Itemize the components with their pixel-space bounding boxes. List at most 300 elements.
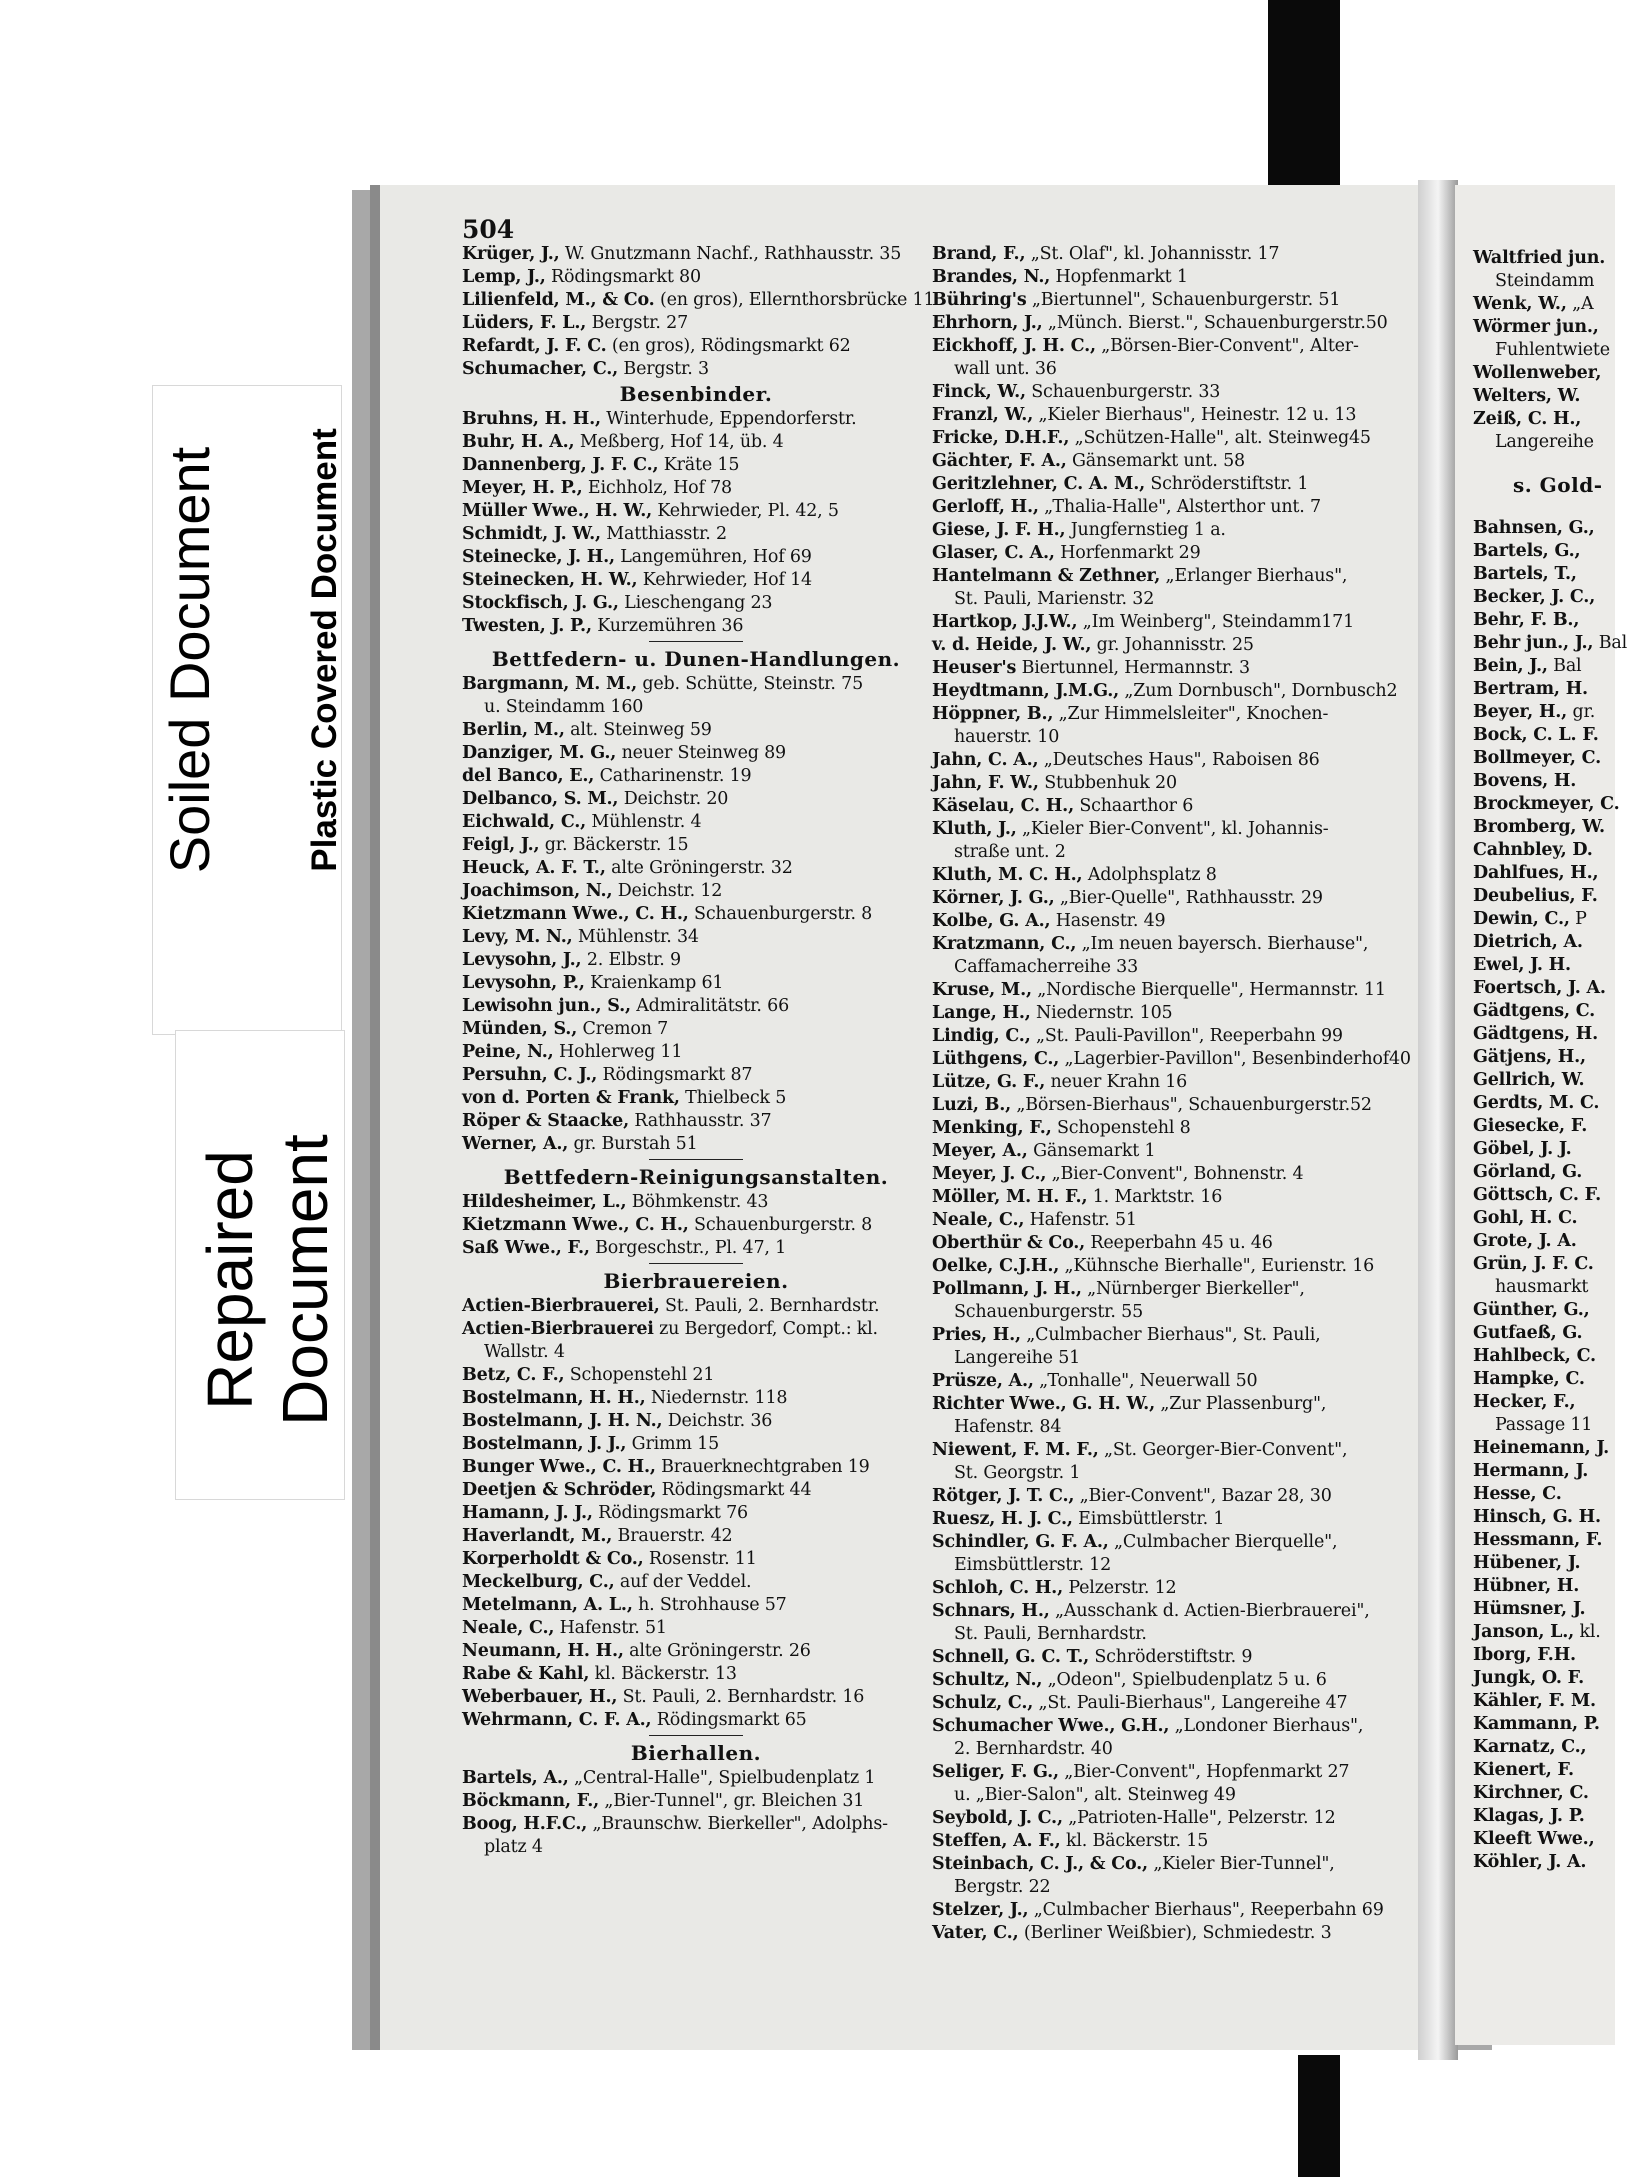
directory-entry <box>932 1761 1410 1784</box>
entry-details: St. Pauli, 2. Bernhardstr. <box>659 1296 880 1316</box>
entry-name: Gerdts, M. C. <box>1473 1093 1600 1113</box>
directory-entry <box>462 1318 930 1341</box>
entry-name: Klagas, J. P. <box>1473 1806 1585 1826</box>
entry-name: Bruhns, H. H., <box>462 409 601 429</box>
directory-entry <box>462 995 930 1018</box>
directory-entry <box>932 1600 1410 1623</box>
directory-entry <box>932 1577 1410 1600</box>
directory-entry <box>1473 1851 1633 1874</box>
directory-entry <box>462 1214 930 1237</box>
directory-entry <box>462 477 930 500</box>
entry-continuation: Langereihe 51 <box>954 1348 1081 1368</box>
entry-name: Meckelburg, C., <box>462 1572 615 1592</box>
entry-name: Bromberg, W. <box>1473 817 1605 837</box>
entry-continuation: u. Steindamm 160 <box>484 697 644 717</box>
directory-entry <box>932 542 1410 565</box>
directory-entry <box>932 1531 1410 1554</box>
directory-entry <box>1473 724 1633 747</box>
entry-name: Gächter, F. A., <box>932 451 1067 471</box>
entry-continuation: Hafenstr. 84 <box>954 1417 1062 1437</box>
entry-name: Meyer, J. C., <box>932 1164 1047 1184</box>
entry-details: Kräte 15 <box>658 455 740 475</box>
directory-entry <box>932 289 1410 312</box>
entry-name: Niewent, F. M. F., <box>932 1440 1099 1460</box>
entry-details: „Londoner Bierhaus", <box>1169 1716 1364 1736</box>
entry-name: Geritzlehner, C. A. M., <box>932 474 1145 494</box>
entry-details: Deichstr. 20 <box>618 789 729 809</box>
entry-details: alte Gröningerstr. 32 <box>605 858 793 878</box>
entry-name: Luzi, B., <box>932 1095 1011 1115</box>
entry-name: Werner, A., <box>462 1134 569 1154</box>
spacer <box>1473 499 1633 517</box>
entry-name: Pries, H., <box>932 1325 1021 1345</box>
entry-name: Prüsze, A., <box>932 1371 1034 1391</box>
entry-details: alte Gröningerstr. 26 <box>623 1641 811 1661</box>
entry-name: Bein, J., <box>1473 656 1548 676</box>
entry-name: Deubelius, F. <box>1473 886 1598 906</box>
entry-name: Heuck, A. F. T., <box>462 858 606 878</box>
entry-details: „St. Olaf", kl. Johannisstr. 17 <box>1025 244 1280 264</box>
entry-name: Gutfaeß, G. <box>1473 1323 1583 1343</box>
entry-details: Hafenstr. 51 <box>554 1618 667 1638</box>
entry-details: Schopenstehl 8 <box>1051 1118 1191 1138</box>
directory-entry <box>932 634 1410 657</box>
entry-name: v. d. Heide, J. W., <box>932 635 1092 655</box>
directory-entry <box>462 1133 930 1156</box>
directory-entry <box>1473 1805 1633 1828</box>
entry-name: Brandes, N., <box>932 267 1051 287</box>
entry-name: Hermann, J. <box>1473 1461 1589 1481</box>
entry-details: Hasenstr. 49 <box>1050 911 1166 931</box>
directory-entry <box>462 1548 930 1571</box>
entry-details: „St. Pauli-Pavillon", Reeperbahn 99 <box>1030 1026 1343 1046</box>
entry-name: Deetjen & Schröder, <box>462 1480 657 1500</box>
directory-entry <box>1473 362 1633 385</box>
directory-entry <box>462 1041 930 1064</box>
entry-details: „Culmbacher Bierhaus", Reeperbahn 69 <box>1028 1900 1384 1920</box>
repaired-document-label-line1: Repaired <box>194 1150 266 1410</box>
directory-entry <box>462 1237 930 1260</box>
film-edge-bar-top <box>1268 0 1340 185</box>
entry-details: Hopfenmarkt 1 <box>1050 267 1188 287</box>
directory-entry <box>462 1433 930 1456</box>
entry-details: Gänsemarkt unt. 58 <box>1066 451 1245 471</box>
entry-name: Stockfisch, J. G., <box>462 593 619 613</box>
entry-details: Kraienkamp 61 <box>584 973 724 993</box>
directory-entry <box>1473 1713 1633 1736</box>
plastic-covered-document-label: Plastic Covered Document <box>305 428 344 872</box>
entry-details: „Kühnsche Bierhalle", Eurienstr. 16 <box>1059 1256 1375 1276</box>
entry-details: Stubbenhuk 20 <box>1038 773 1177 793</box>
entry-name: Iborg, F.H. <box>1473 1645 1576 1665</box>
entry-name: Ewel, J. H. <box>1473 955 1571 975</box>
directory-entry <box>462 1018 930 1041</box>
facing-column <box>1473 247 1633 1874</box>
entry-details: Schauenburgerstr. 8 <box>688 904 873 924</box>
directory-entry <box>932 657 1410 680</box>
directory-entry <box>1473 1598 1633 1621</box>
entry-name: Steinecke, J. H., <box>462 547 615 567</box>
left-column <box>462 243 935 1859</box>
directory-entry <box>932 680 1410 703</box>
directory-entry <box>1473 247 1633 270</box>
directory-entry <box>1473 1391 1633 1414</box>
entry-details: Bergstr. 27 <box>586 313 688 333</box>
directory-entry <box>462 1410 930 1433</box>
directory-entry <box>462 500 930 523</box>
directory-entry <box>462 1502 930 1525</box>
directory-entry <box>932 887 1410 910</box>
entry-name: Actien-Bierbrauerei, <box>462 1296 660 1316</box>
entry-name: Gerloff, H., <box>932 497 1039 517</box>
directory-entry <box>1473 586 1633 609</box>
entry-name: Dietrich, A. <box>1473 932 1583 952</box>
directory-entry <box>462 1709 930 1732</box>
entry-details: Cremon 7 <box>577 1019 669 1039</box>
directory-entry <box>932 335 1410 358</box>
entry-name: Bühring's <box>932 290 1027 310</box>
entry-name: Dahlfues, H., <box>1473 863 1599 883</box>
entry-details: Schauenburgerstr. 8 <box>688 1215 873 1235</box>
directory-entry <box>932 1899 1410 1922</box>
entry-name: Grote, J. A. <box>1473 1231 1577 1251</box>
entry-details: Eimsbüttlerstr. 1 <box>1072 1509 1225 1529</box>
entry-details: Thielbeck 5 <box>679 1088 787 1108</box>
entry-continuation: Langereihe <box>1495 432 1594 452</box>
entry-name: Seybold, J. C., <box>932 1808 1063 1828</box>
entry-details: „Börsen-Bier-Convent", Alter- <box>1095 336 1359 356</box>
entry-name: Hesse, C. <box>1473 1484 1562 1504</box>
entry-name: Dewin, C., <box>1473 909 1570 929</box>
directory-entry <box>462 1663 930 1686</box>
directory-entry <box>462 615 930 638</box>
entry-name: Levysohn, J., <box>462 950 582 970</box>
directory-entry <box>462 1813 930 1836</box>
directory-entry <box>932 1853 1410 1876</box>
entry-details: P <box>1569 909 1587 929</box>
entry-details: Matthiasstr. 2 <box>600 524 727 544</box>
directory-entry <box>932 1071 1410 1094</box>
directory-entry <box>1473 1483 1633 1506</box>
entry-name: Bartels, G., <box>1473 541 1581 561</box>
entry-name: Schindler, G. F. A., <box>932 1532 1109 1552</box>
directory-entry <box>932 1830 1410 1853</box>
directory-entry <box>1473 885 1633 908</box>
entry-details: Langemühren, Hof 69 <box>614 547 812 567</box>
directory-entry <box>1473 931 1633 954</box>
entry-details: „Schützen-Halle", alt. Steinweg45 <box>1069 428 1371 448</box>
directory-entry <box>1473 517 1633 540</box>
entry-name: Wenk, W., <box>1473 294 1567 314</box>
entry-name: Kluth, J., <box>932 819 1017 839</box>
entry-details: Gänsemarkt 1 <box>1027 1141 1156 1161</box>
entry-name: Meyer, H. P., <box>462 478 583 498</box>
directory-entry <box>932 1186 1410 1209</box>
entry-details: „Kieler Bier-Tunnel", <box>1147 1854 1335 1874</box>
entry-details: zu Bergedorf, Compt.: kl. <box>653 1319 878 1339</box>
directory-entry <box>1473 1322 1633 1345</box>
entry-name: Ehrhorn, J., <box>932 313 1043 333</box>
entry-name: Rötger, J. T. C., <box>932 1486 1075 1506</box>
entry-details: Schröderstiftstr. 1 <box>1145 474 1309 494</box>
directory-entry <box>932 473 1410 496</box>
directory-entry <box>462 243 930 266</box>
entry-details: Schaarthor 6 <box>1073 796 1194 816</box>
entry-details: „Zum Dornbusch", Dornbusch2 <box>1119 681 1398 701</box>
entry-name: Levy, M. N., <box>462 927 573 947</box>
entry-name: Hecker, F., <box>1473 1392 1576 1412</box>
entry-name: Göttsch, C. F. <box>1473 1185 1601 1205</box>
entry-name: Heydtmann, J.M.G., <box>932 681 1120 701</box>
directory-entry <box>462 1387 930 1410</box>
directory-entry <box>462 546 930 569</box>
entry-name: Twesten, J. P., <box>462 616 592 636</box>
directory-entry <box>1473 770 1633 793</box>
entry-name: Grün, J. F. C. <box>1473 1254 1594 1274</box>
entry-name: Steffen, A. F., <box>932 1831 1061 1851</box>
directory-entry <box>1473 1828 1633 1851</box>
entry-details: Kehrwieder, Pl. 42, 5 <box>652 501 839 521</box>
entry-name: Saß Wwe., F., <box>462 1238 590 1258</box>
directory-entry <box>462 1456 930 1479</box>
directory-entry <box>462 454 930 477</box>
directory-entry <box>1473 1253 1633 1276</box>
entry-name: Köhler, J. A. <box>1473 1852 1587 1872</box>
entry-details: „St. Georger-Bier-Convent", <box>1098 1440 1348 1460</box>
entry-name: Pollmann, J. H., <box>932 1279 1082 1299</box>
entry-name: Gädtgens, C. <box>1473 1001 1596 1021</box>
entry-name: Weberbauer, H., <box>462 1687 618 1707</box>
entry-details: Winterhude, Eppendorferstr. <box>600 409 857 429</box>
entry-name: Meyer, A., <box>932 1141 1028 1161</box>
entry-name: Lüthgens, C., <box>932 1049 1060 1069</box>
entry-details: (Berliner Weißbier), Schmiedestr. 3 <box>1018 1923 1332 1943</box>
entry-details: gr. Bäckerstr. 15 <box>539 835 689 855</box>
entry-details: 2. Elbstr. 9 <box>581 950 681 970</box>
entry-details: „Münch. Bierst.", Schauenburgerstr.50 <box>1042 313 1388 333</box>
entry-name: Kammann, P. <box>1473 1714 1600 1734</box>
directory-entry <box>932 1163 1410 1186</box>
directory-entry <box>932 1807 1410 1830</box>
directory-entry <box>932 703 1410 726</box>
directory-entry <box>932 1025 1410 1048</box>
entry-details: „Braunschw. Bierkeller", Adolphs- <box>587 1814 888 1834</box>
entry-name: Schnell, G. C. T., <box>932 1647 1090 1667</box>
entry-name: Lütze, G. F., <box>932 1072 1046 1092</box>
directory-entry <box>462 742 930 765</box>
directory-entry <box>932 1255 1410 1278</box>
entry-continuation: wall unt. 36 <box>954 359 1057 379</box>
entry-continuation: Steindamm <box>1495 271 1595 291</box>
directory-entry <box>1473 793 1633 816</box>
entry-name: Delbanco, S. M., <box>462 789 619 809</box>
directory-entry <box>1473 632 1633 655</box>
entry-details: Rödingsmarkt 80 <box>545 267 701 287</box>
directory-entry <box>462 592 930 615</box>
directory-entry <box>932 381 1410 404</box>
entry-name: Bartels, T., <box>1473 564 1577 584</box>
entry-details: Jungfernstieg 1 a. <box>1065 520 1226 540</box>
entry-details: Mühlenstr. 4 <box>586 812 702 832</box>
entry-name: Hahlbeck, C. <box>1473 1346 1596 1366</box>
entry-name: Becker, J. C., <box>1473 587 1596 607</box>
entry-name: Hampke, C. <box>1473 1369 1585 1389</box>
entry-continuation: St. Pauli, Marienstr. 32 <box>954 589 1155 609</box>
directory-entry <box>1473 1575 1633 1598</box>
directory-entry <box>1473 1437 1633 1460</box>
entry-details: Pelzerstr. 12 <box>1062 1578 1177 1598</box>
entry-details: „Bier-Convent", Bazar 28, 30 <box>1074 1486 1332 1506</box>
directory-entry <box>932 1140 1410 1163</box>
entry-name: Foertsch, J. A. <box>1473 978 1606 998</box>
directory-entry <box>1473 1690 1633 1713</box>
directory-entry <box>932 1370 1410 1393</box>
entry-details: „Bier-Convent", Bohnenstr. 4 <box>1046 1164 1304 1184</box>
entry-details: Kurzemühren 36 <box>591 616 744 636</box>
entry-name: Kluth, M. C. H., <box>932 865 1083 885</box>
entry-details: Rosenstr. 11 <box>643 1549 757 1569</box>
entry-continuation: platz 4 <box>484 1837 543 1857</box>
soiled-document-label: Soiled Document <box>158 446 221 874</box>
entry-details: Bal <box>1593 633 1627 653</box>
directory-entry <box>1473 862 1633 885</box>
directory-entry <box>462 1790 930 1813</box>
directory-entry <box>932 1278 1410 1301</box>
entry-details: geb. Schütte, Steinstr. 75 <box>637 674 864 694</box>
directory-entry <box>1473 408 1633 431</box>
entry-name: Schultz, N., <box>932 1670 1043 1690</box>
directory-entry <box>462 523 930 546</box>
entry-name: Gätjens, H., <box>1473 1047 1586 1067</box>
entry-name: Korperholdt & Co., <box>462 1549 644 1569</box>
entry-name: Görland, G. <box>1473 1162 1583 1182</box>
directory-entry <box>932 1692 1410 1715</box>
directory-entry <box>932 404 1410 427</box>
entry-name: Bock, C. L. F. <box>1473 725 1599 745</box>
directory-entry <box>932 427 1410 450</box>
entry-name: Haverlandt, M., <box>462 1526 613 1546</box>
directory-entry <box>932 795 1410 818</box>
entry-details: W. Gnutzmann Nachf., Rathhausstr. 35 <box>559 244 902 264</box>
repaired-document-label-line2: Document <box>269 1134 341 1426</box>
directory-entry <box>1473 1529 1633 1552</box>
entry-name: Jahn, C. A., <box>932 750 1039 770</box>
entry-name: Boog, H.F.C., <box>462 1814 588 1834</box>
page-gutter <box>1418 180 1458 2060</box>
directory-entry <box>1473 1207 1633 1230</box>
entry-name: Möller, M. H. F., <box>932 1187 1088 1207</box>
entry-details: Rödingsmarkt 87 <box>597 1065 753 1085</box>
entry-details: Bal <box>1547 656 1582 676</box>
directory-entry <box>462 1594 930 1617</box>
entry-continuation: straße unt. 2 <box>954 842 1066 862</box>
entry-name: Giese, J. F. H., <box>932 520 1066 540</box>
entry-details: Brauerknechtgraben 19 <box>655 1457 870 1477</box>
entry-details: neuer Krahn 16 <box>1045 1072 1188 1092</box>
entry-name: Brockmeyer, C. <box>1473 794 1620 814</box>
directory-entry <box>462 1110 930 1133</box>
entry-name: Bunger Wwe., C. H., <box>462 1457 656 1477</box>
entry-name: Göbel, J. J. <box>1473 1139 1572 1159</box>
entry-name: Behr, F. B., <box>1473 610 1580 630</box>
entry-continuation: Bergstr. 22 <box>954 1877 1051 1897</box>
directory-entry <box>462 1064 930 1087</box>
directory-entry <box>932 1117 1410 1140</box>
directory-entry <box>1473 1736 1633 1759</box>
entry-name: Beyer, H., <box>1473 702 1568 722</box>
entry-name: Bargmann, M. M., <box>462 674 637 694</box>
entry-details: „Deutsches Haus", Raboisen 86 <box>1038 750 1320 770</box>
directory-entry <box>1473 1667 1633 1690</box>
entry-details: „Biertunnel", Schauenburgerstr. 51 <box>1026 290 1341 310</box>
entry-name: Welters, W. <box>1473 386 1581 406</box>
entry-name: Wollenweber, <box>1473 363 1602 383</box>
entry-name: Käselau, C. H., <box>932 796 1074 816</box>
entry-name: Janson, L., <box>1473 1622 1575 1642</box>
directory-entry <box>1473 316 1633 339</box>
entry-name: Bartels, A., <box>462 1768 569 1788</box>
entry-details: (en gros), Ellernthorsbrücke 11 <box>654 290 935 310</box>
entry-details: „Culmbacher Bierhaus", St. Pauli, <box>1020 1325 1321 1345</box>
directory-entry <box>932 1508 1410 1531</box>
directory-entry <box>1473 839 1633 862</box>
entry-details: gr. <box>1567 702 1596 722</box>
entry-name: Schulz, C., <box>932 1693 1034 1713</box>
entry-details: „Börsen-Bierhaus", Schauenburgerstr.52 <box>1010 1095 1372 1115</box>
entry-details: Lieschengang 23 <box>618 593 773 613</box>
section-heading: s. Gold- <box>1513 473 1603 497</box>
entry-details: „Nordische Bierquelle", Hermannstr. 11 <box>1031 980 1386 1000</box>
section-divider <box>462 1732 930 1740</box>
entry-name: Waltfried jun. <box>1473 248 1606 268</box>
entry-name: Lange, H., <box>932 1003 1031 1023</box>
entry-details: „Im neuen bayersch. Bierhause", <box>1076 934 1369 954</box>
directory-entry <box>932 910 1410 933</box>
entry-name: Menking, F., <box>932 1118 1052 1138</box>
entry-details: Rödingsmarkt 65 <box>651 1710 807 1730</box>
directory-entry <box>1473 1345 1633 1368</box>
entry-details: „Odeon", Spielbudenplatz 5 u. 6 <box>1042 1670 1327 1690</box>
directory-entry <box>1473 816 1633 839</box>
entry-details: „Patrioten-Halle", Pelzerstr. 12 <box>1062 1808 1336 1828</box>
directory-entry <box>1473 747 1633 770</box>
entry-name: Wörmer jun., <box>1473 317 1599 337</box>
entry-details: Rödingsmarkt 76 <box>592 1503 748 1523</box>
entry-name: Hübner, H. <box>1473 1576 1580 1596</box>
directory-entry <box>462 312 930 335</box>
entry-details: h. Strohhause 57 <box>632 1595 787 1615</box>
directory-entry <box>1473 655 1633 678</box>
entry-details: „Zur Plassenburg", <box>1154 1394 1327 1414</box>
entry-name: Gädtgens, H. <box>1473 1024 1598 1044</box>
entry-name: Kleeft Wwe., <box>1473 1829 1595 1849</box>
directory-entry <box>462 949 930 972</box>
entry-name: Jungk, O. F. <box>1473 1668 1585 1688</box>
entry-name: Kähler, F. M. <box>1473 1691 1596 1711</box>
entry-name: Hübener, J. <box>1473 1553 1581 1573</box>
directory-entry <box>462 266 930 289</box>
entry-name: Höppner, B., <box>932 704 1054 724</box>
entry-continuation: hausmarkt <box>1495 1277 1589 1297</box>
directory-entry <box>1473 1759 1633 1782</box>
directory-entry <box>932 1439 1410 1462</box>
directory-entry <box>462 719 930 742</box>
entry-name: Ruesz, H. J. C., <box>932 1509 1073 1529</box>
entry-name: Röper & Staacke, <box>462 1111 629 1131</box>
entry-name: Oelke, C.J.H., <box>932 1256 1060 1276</box>
entry-details: Hafenstr. 51 <box>1024 1210 1137 1230</box>
directory-entry <box>1473 1023 1633 1046</box>
